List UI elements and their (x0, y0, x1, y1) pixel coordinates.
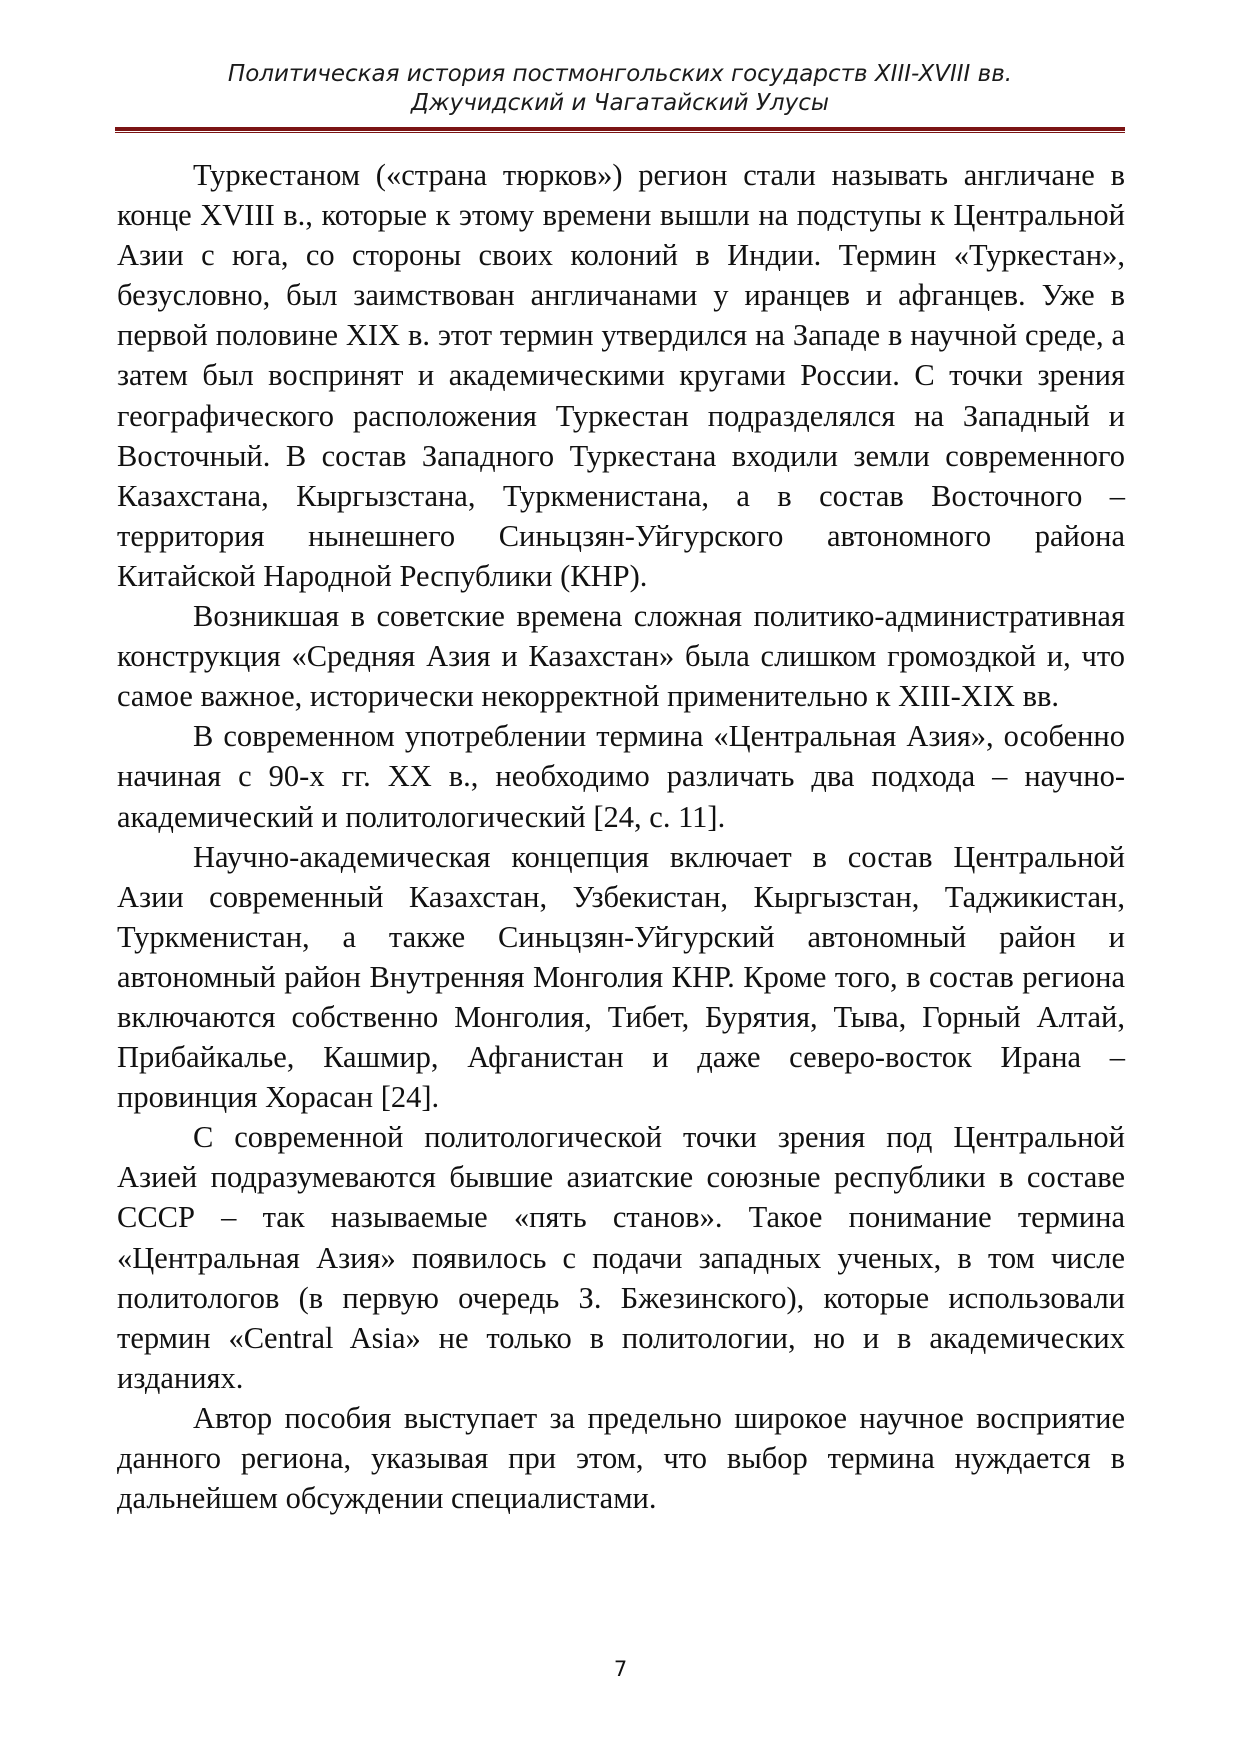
running-header-title: Политическая история постмонгольских государств XIII-XVIII вв. (227, 61, 1013, 87)
paragraph-author-position: Автор пособия выступает за предельно широкое научное восприятие данного региона, указывая при этом, что выбор термина нуждается в дальнейшем обсуждении специалистами. (117, 1400, 1125, 1516)
paragraph-soviet-construct: Возникшая в советские времена сложная политико-административная конструкция «Средняя Азия и Казахстан» была слишком громоздкой и, что самое важное, исторически некорректной применительно к XIII-XIX вв. (117, 599, 1125, 714)
page-body (117, 155, 1125, 1518)
header-divider (115, 127, 1125, 133)
paragraph-political-view: С современной политологической точки зрения под Центральной Азией подразумеваются бывшие азиатские союзные республики в составе СССР – так называемые «пять станов». Такое понимание термина «Центральная Азия» появилось с подачи западных ученых, в том числе политологов (в первую очередь З. Бжезинского), которые использовали термин «Central Asia» не только в политологии, но и в академических изданиях. (117, 1120, 1125, 1395)
running-header (115, 60, 1125, 118)
paragraph-turkestan: Туркестаном («страна тюрков») регион стали называть англичане в конце XVIII в., которые к этому времени вышли на подступы к Центральной Азии с юга, со стороны своих колоний в Индии. Термин «Туркестан», безусловно, был заимствован англичанами у иранцев и афганцев. Уже в первой половине XIX в. этот термин утвердился на Западе в научной среде, а затем был воспринят и академическими кругами России. С точки зрения географического расположения Туркестан подразделялся на Западный и Восточный. В состав Западного Туркестана входили земли современного Казахстана, Кыргызстана, Туркменистана, а в состав Восточного – территория нынешнего Синьцзян-Уйгурского автономного района Китайской Народной Республики (КНР). (117, 158, 1125, 593)
page-number: 7 (613, 1657, 628, 1681)
paragraph-academic-concept: Научно-академическая концепция включает в состав Центральной Азии современный Казахстан, Узбекистан, Кыргызстан, Таджикистан, Туркменистан, а также Синьцзян-Уйгурский автономный район и автономный район Внутренняя Монголия КНР. Кроме того, в состав региона включаются собственно Монголия, Тибет, Бурятия, Тыва, Горный Алтай, Прибайкалье, Кашмир, Афганистан и даже северо-восток Ирана – провинция Хорасан [24]. (117, 839, 1125, 1115)
paragraph-two-approaches: В современном употреблении термина «Центральная Азия», особенно начиная с 90-х гг. XX в., необходимо различать два подхода – научно-академический и политологический [24, с. 11]. (117, 719, 1125, 834)
running-header-subtitle: Джучидский и Чагатайский Улусы (410, 90, 830, 116)
